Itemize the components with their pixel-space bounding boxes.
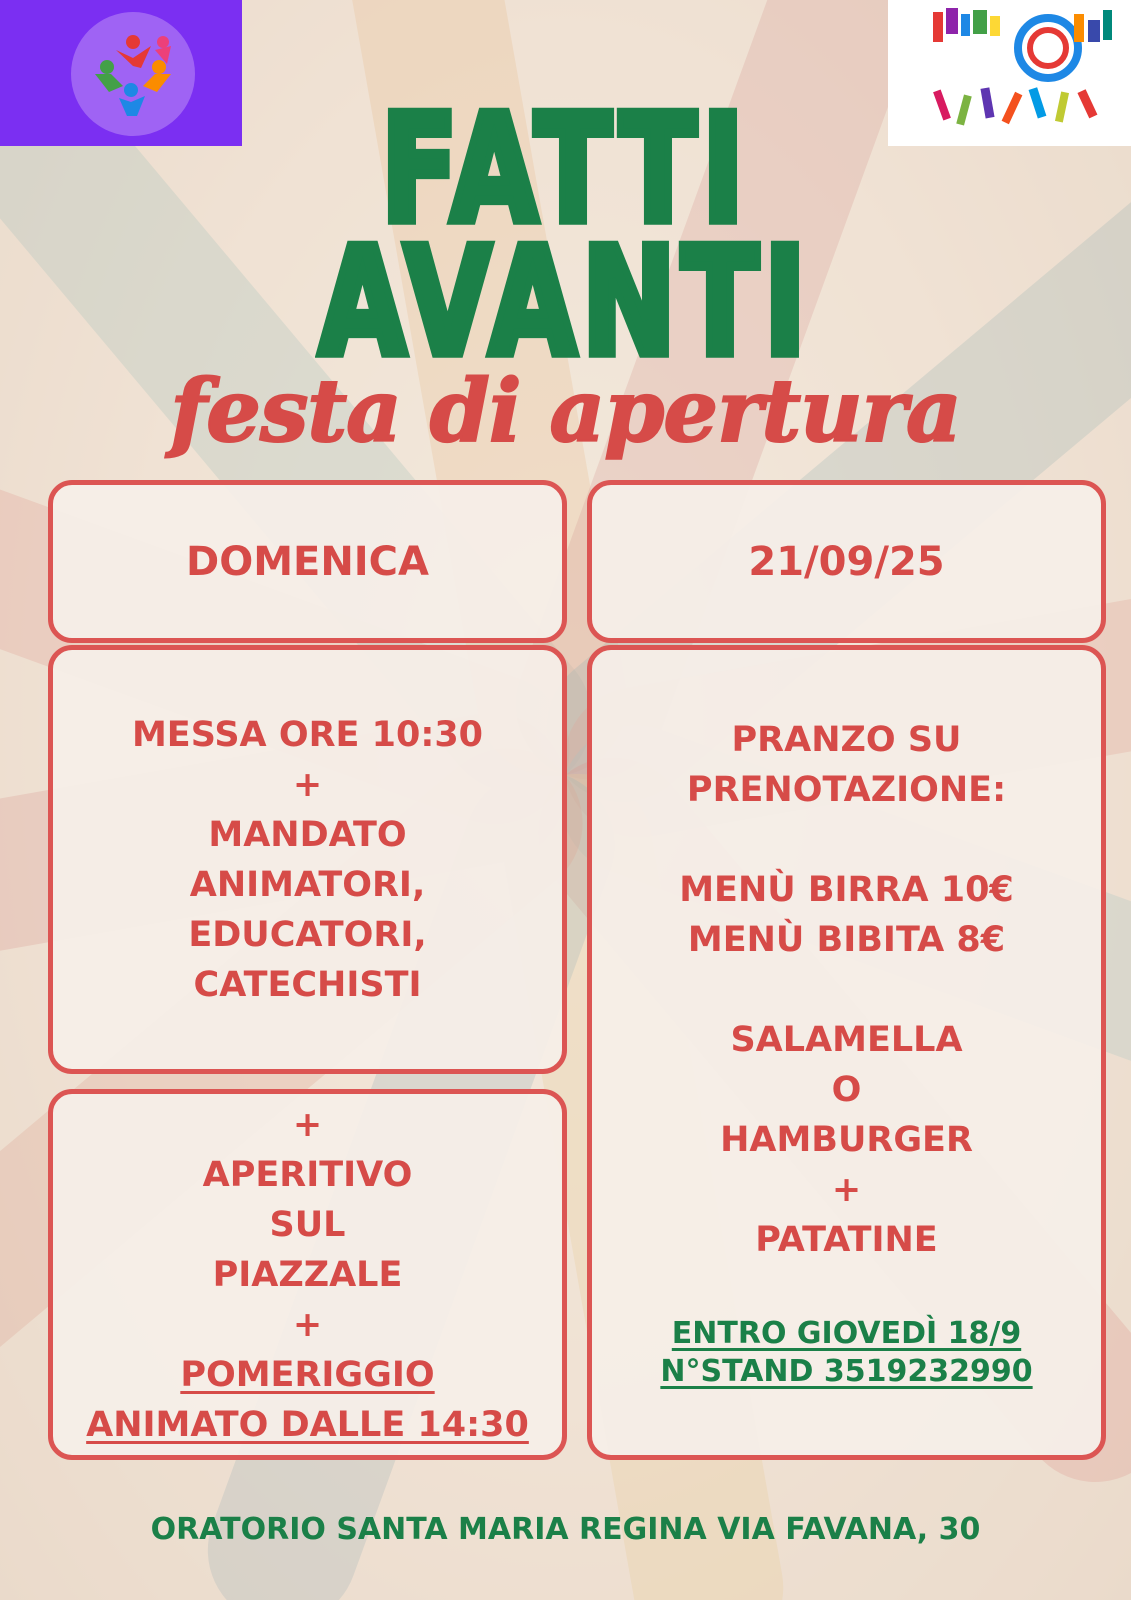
lunch-heading: PRANZO SU <box>731 719 962 760</box>
date-box <box>587 480 1106 643</box>
food-line: HAMBURGER <box>720 1119 973 1160</box>
mass-line: ANIMATORI, <box>189 864 426 905</box>
afternoon-box <box>48 1089 567 1460</box>
afternoon-highlight: ANIMATO DALLE 14:30 <box>86 1404 529 1445</box>
food-line: PATATINE <box>755 1219 938 1260</box>
title-line-1: FATTI <box>381 84 750 256</box>
booking-deadline: ENTRO GIOVEDÌ 18/9 <box>671 1315 1022 1351</box>
day-label: DOMENICA <box>185 538 429 585</box>
afternoon-line: APERITIVO <box>202 1154 413 1195</box>
lunch-box <box>587 645 1106 1460</box>
afternoon-highlight: POMERIGGIO <box>180 1354 435 1395</box>
subtitle: festa di apertura <box>170 361 961 462</box>
food-line: O <box>831 1069 862 1110</box>
food-line: SALAMELLA <box>730 1019 963 1060</box>
mass-line: CATECHISTI <box>193 964 422 1005</box>
plus-sign: + <box>831 1169 862 1210</box>
booking-phone: N°STAND 3519232990 <box>660 1353 1033 1389</box>
date-label: 21/09/25 <box>748 538 945 585</box>
afternoon-line: PIAZZALE <box>212 1254 403 1295</box>
plus-sign: + <box>292 1304 323 1345</box>
mass-box <box>48 645 567 1074</box>
mass-time: MESSA ORE 10:30 <box>131 714 484 755</box>
menu-item: MENÙ BIRRA 10€ <box>679 869 1014 910</box>
afternoon-line: SUL <box>269 1204 346 1245</box>
mass-line: EDUCATORI, <box>188 914 427 955</box>
plus-sign: + <box>292 764 323 805</box>
mass-line: MANDATO <box>208 814 407 855</box>
lunch-heading: PRENOTAZIONE: <box>686 769 1007 810</box>
title-line-2: AVANTI <box>319 217 812 389</box>
venue-address: ORATORIO SANTA MARIA REGINA VIA FAVANA, 30 <box>150 1512 981 1547</box>
day-box <box>48 480 567 643</box>
menu-item: MENÙ BIBITA 8€ <box>687 919 1006 960</box>
plus-sign: + <box>292 1104 323 1145</box>
